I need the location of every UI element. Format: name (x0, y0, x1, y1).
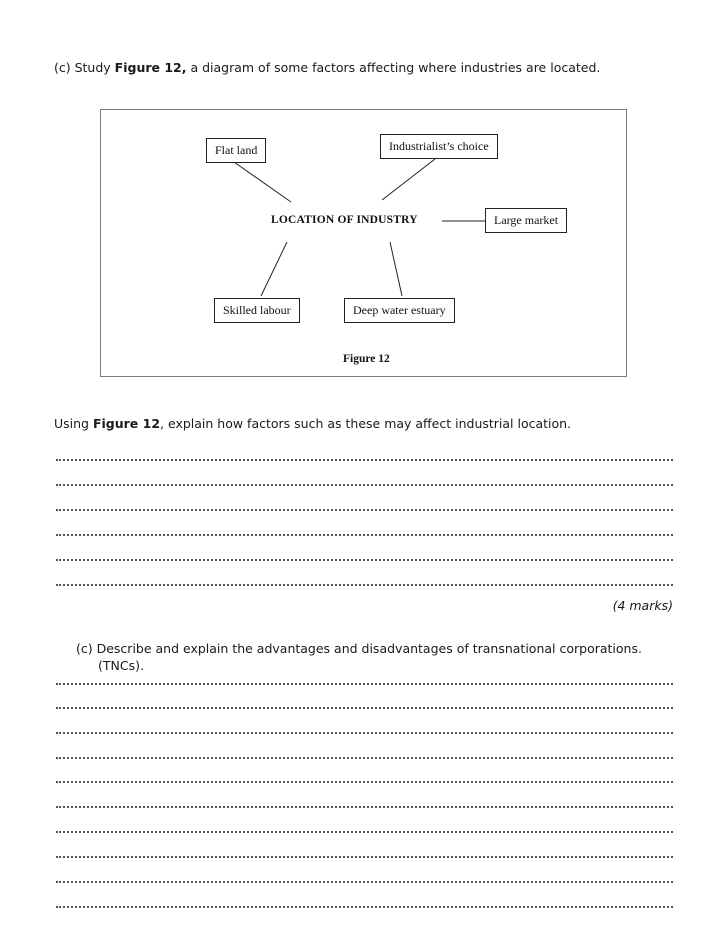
answer-line[interactable] (56, 732, 673, 734)
answer-line[interactable] (56, 881, 673, 883)
answer-line[interactable] (56, 559, 673, 561)
answer-line[interactable] (56, 856, 673, 858)
question-prefix: (c) Study (54, 60, 115, 75)
question-line-1: (c) Describe and explain the advantages and disadvantages of transnational corporations. (76, 641, 642, 656)
connector-deep-water-estuary (390, 242, 402, 296)
figure-caption: Figure 12 (343, 353, 390, 365)
question-suffix: , explain how factors such as these may affect industrial location. (160, 416, 572, 431)
figure-reference: Figure 12, (114, 60, 187, 75)
answer-line[interactable] (56, 757, 673, 759)
question-c-tncs (76, 640, 676, 674)
question-prefix: Using (54, 416, 93, 431)
factor-box-flat-land (206, 138, 266, 163)
answer-line[interactable] (56, 831, 673, 833)
marks-label: (4 marks) (612, 598, 673, 613)
question-c-figure-intro (54, 60, 600, 75)
question-suffix: a diagram of some factors affecting where industries are located. (186, 60, 601, 75)
factor-box-deep-water-estuary (344, 298, 455, 323)
question-explain-industrial-location (54, 416, 571, 431)
connector-skilled-labour (261, 242, 287, 296)
answer-line[interactable] (56, 509, 673, 511)
factor-box-skilled-labour (214, 298, 300, 323)
answer-line[interactable] (56, 584, 673, 586)
answer-line[interactable] (56, 906, 673, 908)
factor-label: Deep water estuary (353, 303, 446, 317)
answer-line[interactable] (56, 484, 673, 486)
connector-industrialist-choice (382, 159, 435, 200)
factor-box-industrialist-choice (380, 134, 498, 159)
answer-line[interactable] (56, 459, 673, 461)
figure-12-diagram (100, 109, 627, 377)
question-line-2: (TNCs). (98, 658, 144, 673)
answer-line[interactable] (56, 534, 673, 536)
connector-flat-land (234, 162, 291, 202)
figure-reference: Figure 12 (92, 416, 161, 431)
answer-line[interactable] (56, 707, 673, 709)
factor-label: Industrialist’s choice (389, 139, 489, 153)
answer-line[interactable] (56, 806, 673, 808)
factor-label: Large market (494, 213, 559, 227)
answer-line[interactable] (56, 781, 673, 783)
factor-box-large-market (485, 208, 567, 233)
factor-label: Flat land (215, 143, 258, 157)
connector-lines (101, 110, 628, 378)
factor-label: Skilled labour (223, 303, 291, 317)
center-label-location-of-industry: LOCATION OF INDUSTRY (271, 214, 418, 226)
answer-line[interactable] (56, 683, 673, 685)
